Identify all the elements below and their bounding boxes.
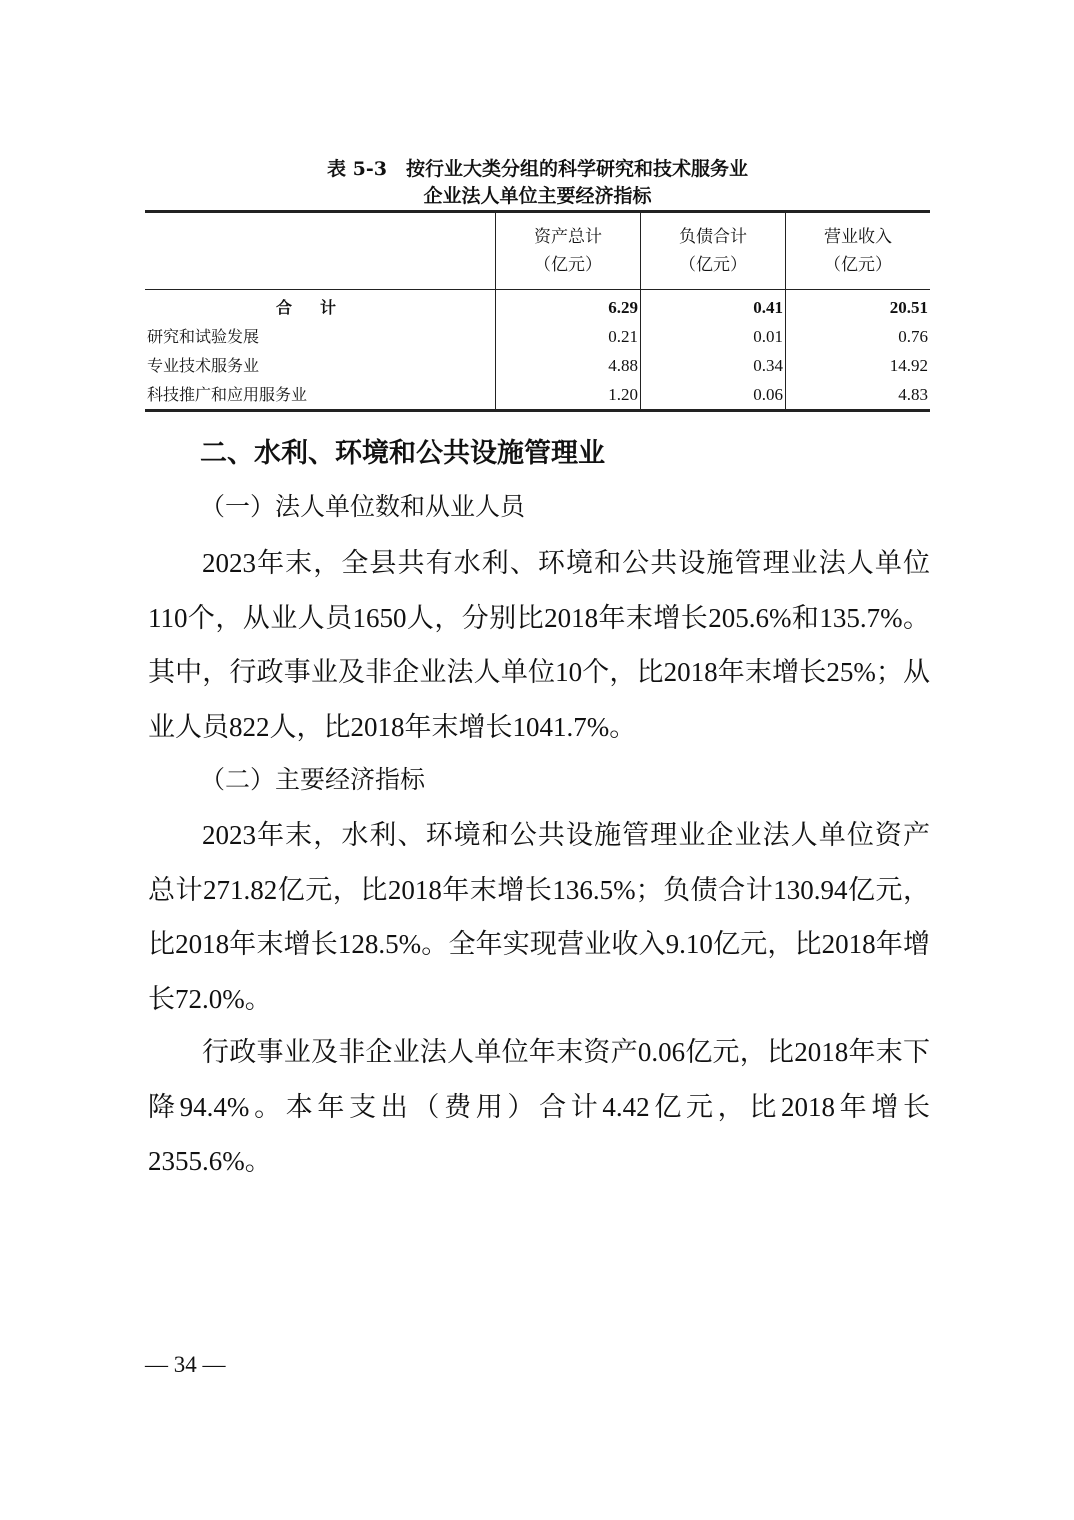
table-row [145,322,930,351]
row-value-liabilities: 0.41 [641,290,786,323]
row-category: 合计 [275,298,364,317]
row-value-revenue: 20.51 [786,290,931,323]
row-value-revenue: 14.92 [786,351,931,380]
row-value-liabilities: 0.34 [641,351,786,380]
table-header-row [145,212,930,290]
row-value-assets: 4.88 [496,351,641,380]
row-value-liabilities: 0.01 [641,322,786,351]
row-value-assets: 0.21 [496,322,641,351]
header-operating-revenue [786,212,931,290]
row-value-revenue: 0.76 [786,322,931,351]
header-total-assets-label: 资产总计 [534,227,602,246]
row-value-liabilities: 0.06 [641,380,786,411]
table-title-line-2: 企业法人单位主要经济指标 [423,185,652,207]
subsection-heading-units-employees: （一）法人单位数和从业人员 [200,492,526,521]
row-value-revenue: 4.83 [786,380,931,411]
header-total-liabilities-label: 负债合计 [679,227,747,246]
header-total-assets-unit: （亿元） [534,255,602,274]
row-value-assets: 6.29 [496,290,641,323]
header-operating-revenue-label: 营业收入 [824,227,892,246]
header-category [145,212,496,290]
row-category: 研究和试验发展 [147,327,260,346]
subsection-heading-economic-indicators: （二）主要经济指标 [200,765,426,794]
economic-indicators-table [145,210,930,412]
table-title-line-1: 表 5-3 按行业大类分组的科学研究和技术服务业 [327,158,748,180]
paragraph-admin-units-indicators: 行政事业及非企业法人单位年末资产0.06亿元，比2018年末下降94.4%。本年支出（费用）合计4.42亿元，比2018年增长2355.6%。 [148,1037,930,1176]
table-row [145,380,930,411]
table-row [145,351,930,380]
paragraph-enterprise-indicators: 2023年末，水利、环境和公共设施管理业企业法人单位资产总计271.82亿元，比2018年末增长136.5%；负债合计130.94亿元，比2018年末增长128.5%。全年实现营业收入9.10亿元，比2018年增长72.0%。 [148,820,930,1014]
row-category: 科技推广和应用服务业 [145,380,496,411]
header-total-liabilities [641,212,786,290]
row-value-assets: 1.20 [496,380,641,411]
header-total-liabilities-unit: （亿元） [679,255,747,274]
header-total-assets [496,212,641,290]
paragraph-units-employees: 2023年末，全县共有水利、环境和公共设施管理业法人单位110个，从业人员1650人，分别比2018年末增长205.6%和135.7%。其中，行政事业及非企业法人单位10个，比2018年末增长25%；从业人员822人，比2018年末增长1041.7%。 [148,548,930,742]
page-number: — 34 — [145,1352,226,1377]
row-category: 专业技术服务业 [147,356,260,375]
section-heading: 二、水利、环境和公共设施管理业 [200,438,605,469]
table-row-total [145,290,930,323]
header-operating-revenue-unit: （亿元） [824,255,892,274]
